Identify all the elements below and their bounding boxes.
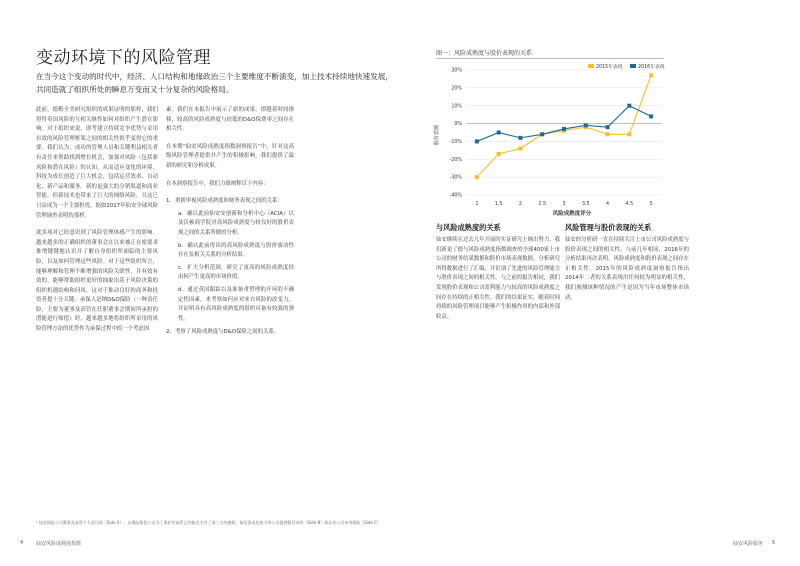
page-number-right: 5	[772, 540, 776, 546]
data-point	[540, 132, 544, 136]
data-point	[584, 123, 588, 127]
y-tick-label: 20%	[451, 86, 462, 92]
data-point	[497, 152, 501, 156]
sub-list-item	[178, 286, 294, 324]
data-point	[518, 147, 522, 151]
y-tick-label: -40%	[449, 193, 462, 199]
x-tick-label: 4.5	[625, 202, 634, 207]
x-tick-label: 2.5	[538, 202, 547, 207]
data-point	[606, 125, 610, 129]
risk-maturity-chart	[430, 60, 670, 220]
sub-letter: b.	[178, 242, 184, 249]
x-tick-label: 3.5	[581, 202, 590, 207]
sub-list	[178, 210, 294, 325]
footnote: ¹ 仙安保险公司董事及高管个人责任保（Side A），以保险赔偿公司为了保护其高管已经能宣支付了第三方的索赔。前信条承包和为你公司提供赔付本的（Side B）或证券公司本身保险（Side C）	[36, 520, 381, 525]
sub-text: 确认此前得出的高风险成熟度与股价波动性存在负相关关系的分析结果。	[178, 242, 294, 259]
x-tick-label: 2	[518, 202, 522, 207]
data-point	[606, 132, 610, 136]
list-item	[166, 328, 294, 338]
figure-title: 图一：风险成熟度与股价表现的关系	[436, 50, 533, 57]
legend-label-2015: 2015年表现	[596, 65, 623, 70]
intro-paragraph: 在当今这个变动的时代中，经济、人口结构和地缘政治三个主要维度不断演变，加上技术持续地快速发展，共同造就了组织所处的瞬息万变而又十分复杂的风险格局。	[36, 72, 393, 94]
x-tick-labels	[475, 201, 652, 207]
x-tick-label: 5	[649, 202, 653, 207]
sub-list-item	[178, 242, 294, 261]
column-left	[36, 106, 158, 343]
x-tick-label: 4	[606, 202, 610, 207]
y-tick-label: -30%	[449, 175, 462, 181]
series-lines	[477, 75, 651, 177]
y-tick-label: 10%	[451, 104, 462, 110]
y-tick-labels	[450, 68, 463, 199]
series-line-2015	[477, 75, 651, 177]
page-title: 变动环境下的风险管理	[36, 48, 211, 68]
paragraph: 此前，德勤全美研究组织的成果证明的那样，我们得得英国风险的互相关继性如何对组织产生潜在影响。对于组织来说，即考建立持续竞争优势与采用有效的风险管理框架之间的相关性似乎变得它的重要。我们认为，成功的管理人员和关键利益相关者有责任来帮助找到增长机会，加强对风险（包括新风险和潜在风险）的认知，从而适应变化的环境。科技为成长创造了巨大机会，包括运营效率、自动化、新产品和服务。新的更强大的分销渠道和商业智能。但新技术也带来了巨大的网络风险，且这已日益成为一个主要担忧，据如2017年仙安全球风险管理调查表明的那样。	[36, 107, 158, 219]
sub-letter: c.	[178, 264, 183, 271]
sub-list-item	[178, 210, 294, 239]
sub-letter: d.	[178, 286, 184, 293]
list-text: 重新审视风险成熟度和财务表现之间的关系：	[175, 198, 283, 205]
page-number-left: 4	[20, 540, 24, 546]
y-tick-label: 0%	[454, 122, 462, 128]
paragraph: 在本洞察报告中，我们力图阐释以下内容：	[166, 180, 269, 187]
insight-list	[166, 197, 294, 338]
column-middle	[166, 106, 294, 342]
y-tick-label: 30%	[451, 68, 462, 74]
list-item	[166, 197, 294, 324]
legend-swatch-2016	[630, 64, 636, 68]
list-number: 2.	[166, 329, 172, 336]
legend	[588, 63, 665, 70]
y-axis-label: 股价表现	[434, 124, 440, 146]
data-point	[497, 131, 501, 135]
data-point	[518, 136, 522, 140]
data-point	[649, 73, 653, 77]
section-body-maturity: 仙安继续在过去几年开展的实证研究上继出努力，我们新更了德与风险成熟度指数调查的全球400家上市公司的财务结果数据和股价市场表现数据，分析研究所得数据进行了汇编，并识别了先进的风险管理能力与股价表现之间的相关性。与之前的报告相同，我们发现股价表现和公司盈利能力与较高的风险成熟度之间存在持续的正相关性。我们的结果证实，随着时间持续的风险管理项目能够产生积极作用的内部和外部收益。	[436, 237, 560, 320]
divider	[436, 58, 664, 59]
paragraph: 就多项对已经意识到了风险管理体感产生的影响。越来越多的正确组织的董事会在以来被正在密要求推增键键地认识并了解自身组织所面临的主要风险，以及如何管理这些风险。对于这些组织所言，能够理解和管理不断增强的风险关联性，并有效有效的，能够帮助组织更好的抽象出基于风险决策的组织机遇结构和问风，这对于推动良好的商务和投资者提十分关键。承保人是纳D&O保险（一种责任险，主要为董事及高管在任职董事会期间所承担的潜能进行赔偿）时，越来越多地将组织所采用的风险管理方法的优势作为承保过程中的一个考虑因	[36, 230, 158, 333]
legend-swatch-2015	[588, 64, 594, 68]
data-point	[562, 127, 566, 131]
data-point	[475, 175, 479, 179]
x-tick-label: 3	[562, 202, 566, 207]
x-tick-label: 1	[475, 202, 479, 207]
list-number: 1.	[166, 198, 172, 205]
data-point	[475, 139, 479, 143]
sub-letter: a.	[178, 210, 184, 217]
paragraph: 在本期“仙安风险成熟度指数洞察报告”中，针对这高级风险管理者提供并产生的积极影响，我们提供了最新的研究和分析成果。	[166, 143, 294, 169]
data-point	[649, 114, 653, 118]
sub-list-item	[178, 264, 294, 283]
section-title-maturity: 与风险成熟度的关系	[436, 223, 501, 232]
y-tick-label: -20%	[449, 157, 462, 163]
series-points	[475, 73, 653, 179]
sub-text: 确认此前仙安安创新和分析中心（ACIA）以及沃顿商学院对高风险成熟度与较良好的股价表现之间的关系所做的分析。	[178, 210, 294, 236]
sub-text: 扩大分析范围，研究了更高的风险成熟度经由何产生更高的市场价值。	[178, 264, 294, 281]
x-axis-label: 风险成熟度评分	[552, 211, 592, 217]
section-body-stock: 仙安的分析研一直在持续关注上市公司风险成熟度与股价表现之间的相关性。与前几年相同，2016年的分析结果再次表明，风险成熟度和股价表现之间存在正相关性。2015年的风险成熟度洞察报告指出2014年二者的关系表现出任何较为明显的相关性，我们预测该种情况的产生是因为当年市场整体市场动。	[565, 237, 689, 301]
list-text: 考察了风险成熟度与D&O保险之间的关系。	[175, 329, 280, 336]
x-tick-label: 1.5	[494, 202, 503, 207]
paragraph: 素。我们在本报告中展示了新的成果，即越着时间推移，较高的风险成熟度与较低的D&O保费率之间存在相关性。	[166, 107, 294, 133]
data-point	[627, 104, 631, 108]
legend-label-2016: 2016年表现	[638, 65, 665, 70]
footer-label-left: 仙安风险成熟度指数	[36, 541, 82, 547]
data-point	[627, 132, 631, 136]
section-title-stock: 风险管理与股价表现的关系	[565, 223, 652, 232]
y-tick-label: -10%	[449, 140, 462, 146]
sub-text: 通过英国跟踪以及准备重塑理的开环的不确定性因素，来考察如何应对来自风险的改变力，并证明具有高风险成熟度的组织具备有较强的弹性。	[178, 286, 294, 322]
footer-label-right: 仙安风险服务	[733, 541, 764, 547]
